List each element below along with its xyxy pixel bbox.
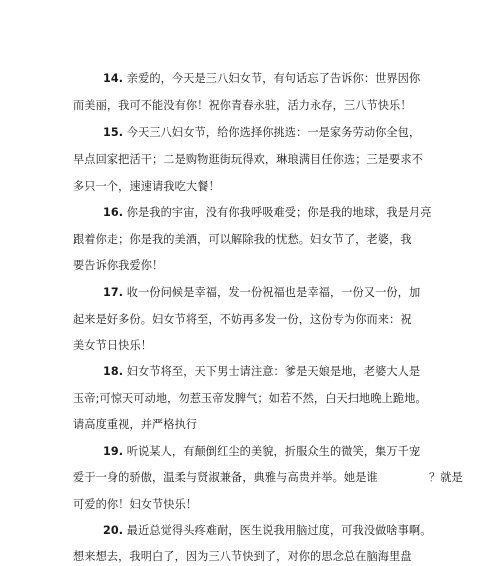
paragraph-text: 你是我的宇宙，没有你我呼吸难受；你是我的地球，我是月亮 [123,206,432,219]
paragraph-line: 多只一个，速速请我吃大餐！ [73,180,220,193]
paragraph-number: 19. [103,445,124,458]
paragraph-text: 妇女节将至，天下男士请注意：爹是天娘是地，老婆大人是 [123,365,421,378]
paragraph-text: 听说某人，有颠倒红尘的美貌，折服众生的微笑，集万千宠 [123,445,421,458]
paragraph-line: 想来想去，我明白了，因为三八节快到了，对你的思念总在脑海里盘 [73,550,412,563]
paragraph-number: 20. [103,524,124,537]
paragraph-line [103,523,432,539]
paragraph-line: 请高度重视，并严格执行 [73,418,198,431]
paragraph-line [103,364,420,380]
paragraph-line [103,205,432,221]
paragraph-line: 而美丽，我可不能没有你！祝你青春永驻，活力永存，三八节快乐！ [73,99,412,112]
paragraph-line: 要告诉你我爱你！ [73,259,164,272]
paragraph-line: 爱于一身的骄傲，温柔与贤淑兼备，典雅与高贵并举。她是谁 ？就是 [73,471,463,484]
paragraph-number: 14. [103,72,124,85]
paragraph-text: 最近总觉得头疼难耐，医生说我用脑过度，可我没做啥事啊。 [123,524,432,537]
paragraph-line: 可爱的你！妇女节快乐！ [73,498,198,511]
paragraph-number: 17. [103,286,124,299]
paragraph-line [103,71,420,87]
paragraph-line: 跟着你走；你是我的美酒，可以解除我的忧愁。妇女节了，老婆，我 [73,233,412,246]
paragraph-line: 美女节日快乐！ [73,339,153,352]
paragraph-line [103,125,420,141]
paragraph-text: 收一份问候是幸福，发一份祝福也是幸福，一份又一份，加 [123,286,421,299]
paragraph-number: 18. [103,365,124,378]
paragraph-line: 起来是好多份。妇女节将至，不妨再多发一份，这份专为你而来：祝 [73,313,412,326]
paragraph-line [103,285,420,301]
paragraph-line: 早点回家把活干；二是购物逛街玩得欢，琳琅满目任你选；三是要求不 [73,153,423,166]
paragraph-line: 玉帝;可惊天可动地，勿惹玉帝发脾气；如若不然，白天扫地晚上跪地。 [73,392,427,405]
paragraph-text: 今天三八妇女节，给你选择你挑选：一是家务劳动你全包， [123,126,421,139]
paragraph-line [103,444,420,460]
paragraph-number: 16. [103,206,124,219]
paragraph-text: 亲爱的，今天是三八妇女节，有句话忘了告诉你：世界因你 [123,72,421,85]
paragraph-number: 15. [103,126,124,139]
